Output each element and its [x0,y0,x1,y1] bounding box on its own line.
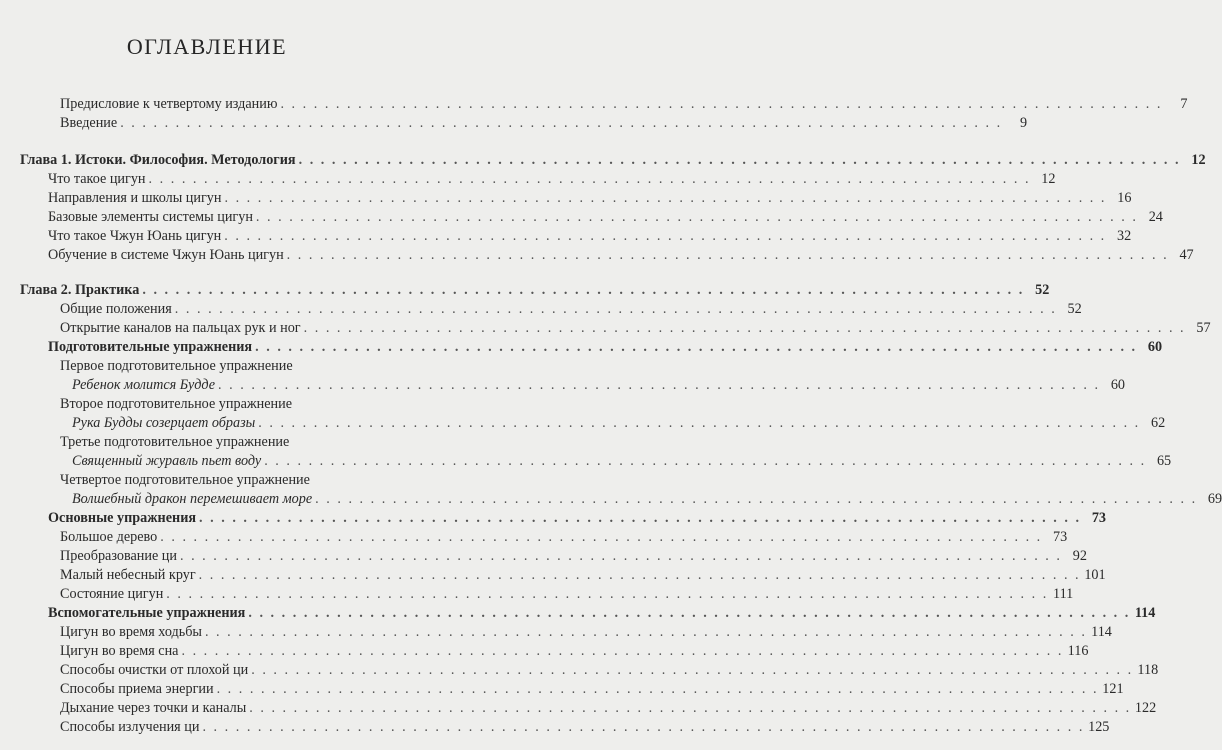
entry-label: Дыхание через точки и каналы [60,700,247,716]
exercise-entry [72,376,1125,394]
toc-entry [48,208,1163,226]
dot-leader: . . . . . . . . . . . . . . . . . . . . . . . . . . . . . . . . . . . . . . . . . . . . . . . . . . . . . . . . . . . . . . . . . . . . . . . . . . . . . . . . [160,529,1043,545]
entry-label: Священный журавль пьет воду [72,453,262,469]
entry-page: 118 [1137,662,1159,678]
entry-label: Способы очистки от плохой ци [60,662,249,678]
entry-label: Направления и школы цигун [48,190,222,206]
entry-label: Способы излучения ци [60,719,200,735]
entry-label: Базовые элементы системы цигун [48,209,253,225]
dot-leader: . . . . . . . . . . . . . . . . . . . . . . . . . . . . . . . . . . . . . . . . . . . . . . . . . . . . . . . . . . . . . . . . . . . . . . . . . . . . . . . . [198,567,1081,583]
entry-label: Цигун во время сна [60,643,179,659]
entry-page: 114 [1091,624,1112,640]
entry-page: 73 [1053,529,1068,545]
exercise-intro: Третье подготовительное упражнение [60,434,290,450]
entry-label: Предисловие к четвертому изданию [60,96,278,112]
toc-entry [60,319,1211,337]
dot-leader: . . . . . . . . . . . . . . . . . . . . . . . . . . . . . . . . . . . . . . . . . . . . . . . . . . . . . . . . . . . . . . . . . . . . . . . . . . . . . . . . [181,643,1064,659]
dot-leader: . . . . . . . . . . . . . . . . . . . . . . . . . . . . . . . . . . . . . . . . . . . . . . . . . . . . . . . . . . . . . . . . . . . . . . . . . . . . . . . . [255,209,1138,225]
entry-label: Открытие каналов на пальцах рук и ног [60,320,301,336]
toc-entry [48,227,1132,245]
entry-page: 24 [1148,209,1163,225]
entry-page: 114 [1134,605,1156,621]
toc-entry [60,114,1028,132]
dot-leader: . . . . . . . . . . . . . . . . . . . . . . . . . . . . . . . . . . . . . . . . . . . . . . . . . . . . . . . . . . . . . . . . . . . . . . . . . . . . . . . . [142,282,1025,298]
exercise-entry [72,452,1172,470]
dot-leader: . . . . . . . . . . . . . . . . . . . . . . . . . . . . . . . . . . . . . . . . . . . . . . . . . . . . . . . . . . . . . . . . . . . . . . . . . . . . . . . . [258,415,1141,431]
entry-label: Глава 1. Истоки. Философия. Методология [20,152,296,168]
entry-label: Преобразование ци [60,548,177,564]
entry-page: 52 [1067,301,1082,317]
exercise-intro: Второе подготовительное упражнение [60,396,293,412]
toc-entry [60,623,1112,641]
entry-label: Рука Будды созерцает образы [72,415,256,431]
entry-label: Волшебный дракон перемешивает море [72,491,313,507]
dot-leader: . . . . . . . . . . . . . . . . . . . . . . . . . . . . . . . . . . . . . . . . . . . . . . . . . . . . . . . . . . . . . . . . . . . . . . . . . . . . . . . . [249,700,1132,716]
entry-page: 32 [1117,228,1132,244]
entry-page: 122 [1134,700,1157,716]
entry-label: Общие положения [60,301,172,317]
entry-page: 116 [1067,643,1089,659]
toc-entry [60,528,1068,546]
entry-label: Введение [60,115,118,131]
entry-page: 125 [1088,719,1110,735]
entry-page: 69 [1207,491,1222,507]
dot-leader: . . . . . . . . . . . . . . . . . . . . . . . . . . . . . . . . . . . . . . . . . . . . . . . . . . . . . . . . . . . . . . . . . . . . . . . . . . . . . . . . [218,377,1100,393]
toc-entry [60,95,1188,113]
entry-page: 62 [1151,415,1166,431]
entry-page: 9 [1020,115,1028,131]
entry-page: 101 [1084,567,1106,583]
entry-page: 60 [1110,377,1125,393]
dot-leader: . . . . . . . . . . . . . . . . . . . . . . . . . . . . . . . . . . . . . . . . . . . . . . . . . . . . . . . . . . . . . . . . . . . . . . . . . . . . . . . . [255,339,1138,355]
entry-page: 65 [1156,453,1172,469]
entry-page: 12 [1041,171,1056,187]
exercise-entry [72,414,1166,432]
entry-page: 111 [1053,586,1074,602]
page-title: ОГЛАВЛЕНИЕ [126,34,288,59]
toc-entry [60,300,1082,318]
dot-leader: . . . . . . . . . . . . . . . . . . . . . . . . . . . . . . . . . . . . . . . . . . . . . . . . . . . . . . . . . . . . . . . . . . . . . . . . . . . . . . . . [315,491,1198,507]
toc-entry [48,189,1132,207]
entry-label: Основные упражнения [48,510,197,526]
entry-page: 52 [1035,282,1050,298]
entry-label: Глава 2. Практика [20,282,140,298]
toc-entry [60,680,1124,698]
entry-label: Большое дерево [60,529,158,545]
entry-label: Обучение в системе Чжун Юань цигун [48,247,284,263]
entry-label: Ребенок молится Будде [72,377,216,393]
dot-leader: . . . . . . . . . . . . . . . . . . . . . . . . . . . . . . . . . . . . . . . . . . . . . . . . . . . . . . . . . . . . . . . . . . . . . . . . . . . . . . . . [199,510,1081,526]
entry-label: Вспомогательные упражнения [48,605,246,621]
entry-label: Способы приема энергии [60,681,214,697]
entry-page: 7 [1180,96,1188,112]
entry-label: Малый небесный круг [60,567,196,583]
entry-label: Что такое Чжун Юань цигун [48,228,222,244]
exercise-intro: Первое подготовительное упражнение [60,358,293,374]
toc-entry [60,699,1157,717]
dot-leader: . . . . . . . . . . . . . . . . . . . . . . . . . . . . . . . . . . . . . . . . . . . . . . . . . . . . . . . . . . . . . . . . . . . . . . . . . . . . . . . . [216,681,1099,697]
dot-leader: . . . . . . . . . . . . . . . . . . . . . . . . . . . . . . . . . . . . . . . . . . . . . . . . . . . . . . . . . . . . . . . . . . . . . . . . . . . . . . . . [148,171,1031,187]
entry-label: Подготовительные упражнения [48,339,253,355]
toc-entry [60,661,1159,679]
dot-leader: . . . . . . . . . . . . . . . . . . . . . . . . . . . . . . . . . . . . . . . . . . . . . . . . . . . . . . . . . . . . . . . . . . . . . . . . . . . . . . . . [251,662,1134,678]
section-heading [48,338,1163,356]
toc-entry [60,642,1089,660]
entry-page: 121 [1102,681,1124,697]
dot-leader: . . . . . . . . . . . . . . . . . . . . . . . . . . . . . . . . . . . . . . . . . . . . . . . . . . . . . . . . . . . . . . . . . . . . . . . . . . . . . . . . [202,719,1085,735]
dot-leader: . . . . . . . . . . . . . . . . . . . . . . . . . . . . . . . . . . . . . . . . . . . . . . . . . . . . . . . . . . . . . . . . . . . . . . . . . . . . . . . . [298,152,1181,168]
entry-page: 73 [1091,510,1106,526]
exercise-intro: Четвертое подготовительное упражнение [60,472,310,488]
chapter-heading [20,281,1050,299]
exercise-entry [72,490,1222,508]
toc-entry [48,170,1056,188]
toc-entry [48,246,1194,264]
dot-leader: . . . . . . . . . . . . . . . . . . . . . . . . . . . . . . . . . . . . . . . . . . . . . . . . . . . . . . . . . . . . . . . . . . . . . . . . . . . . . . . . [280,96,1163,112]
dot-leader: . . . . . . . . . . . . . . . . . . . . . . . . . . . . . . . . . . . . . . . . . . . . . . . . . . . . . . . . . . . . . . . . . . . . . . . . . . . . . . . . [286,247,1169,263]
entry-page: 16 [1117,190,1132,206]
dot-leader: . . . . . . . . . . . . . . . . . . . . . . . . . . . . . . . . . . . . . . . . . . . . . . . . . . . . . . . . . . . . . . . . . . . . . . . . . . . . . . . . [224,228,1107,244]
dot-leader: . . . . . . . . . . . . . . . . . . . . . . . . . . . . . . . . . . . . . . . . . . . . . . . . . . . . . . . . . . . . . . . . . . . . . . . . . . . . . . . . [179,548,1062,564]
dot-leader: . . . . . . . . . . . . . . . . . . . . . . . . . . . . . . . . . . . . . . . . . . . . . . . . . . . . . . . . . . . . . . . . . . . . . . . . . . . . . . . . [303,320,1186,336]
dot-leader: . . . . . . . . . . . . . . . . . . . . . . . . . . . . . . . . . . . . . . . . . . . . . . . . . . . . . . . . . . . . . . . . . . . . . . . . . . . . . . . . [204,624,1087,640]
dot-leader: . . . . . . . . . . . . . . . . . . . . . . . . . . . . . . . . . . . . . . . . . . . . . . . . . . . . . . . . . . . . . . . . . . . . . . . . . . . . . . . . [248,605,1131,621]
toc-entry [60,547,1087,565]
section-heading [48,604,1156,622]
toc-entry [60,566,1106,584]
dot-leader: . . . . . . . . . . . . . . . . . . . . . . . . . . . . . . . . . . . . . . . . . . . . . . . . . . . . . . . . . . . . . . . . . . . . . . . . . . . . . . . . [264,453,1147,469]
entry-page: 57 [1196,320,1211,336]
section-heading [48,509,1106,527]
entry-label: Состояние цигун [60,586,164,602]
entry-page: 92 [1072,548,1087,564]
entry-page: 47 [1179,247,1194,263]
entry-label: Цигун во время ходьбы [60,624,202,640]
toc-entry [60,718,1110,736]
entry-label: Что такое цигун [48,171,146,187]
dot-leader: . . . . . . . . . . . . . . . . . . . . . . . . . . . . . . . . . . . . . . . . . . . . . . . . . . . . . . . . . . . . . . . . . . . . . . . . . . . . . . . . [224,190,1107,206]
entry-page: 60 [1147,339,1163,355]
dot-leader: . . . . . . . . . . . . . . . . . . . . . . . . . . . . . . . . . . . . . . . . . . . . . . . . . . . . . . . . . . . . . . . . . . . . . . . . . . . . . . . . [166,586,1049,602]
chapter-heading [20,151,1206,169]
toc-entry [60,585,1074,603]
dot-leader: . . . . . . . . . . . . . . . . . . . . . . . . . . . . . . . . . . . . . . . . . . . . . . . . . . . . . . . . . . . . . . . . . . . . . . . . . . . . . . . . [120,115,1003,131]
entry-page: 12 [1191,152,1206,168]
dot-leader: . . . . . . . . . . . . . . . . . . . . . . . . . . . . . . . . . . . . . . . . . . . . . . . . . . . . . . . . . . . . . . . . . . . . . . . . . . . . . . . . [174,301,1057,317]
